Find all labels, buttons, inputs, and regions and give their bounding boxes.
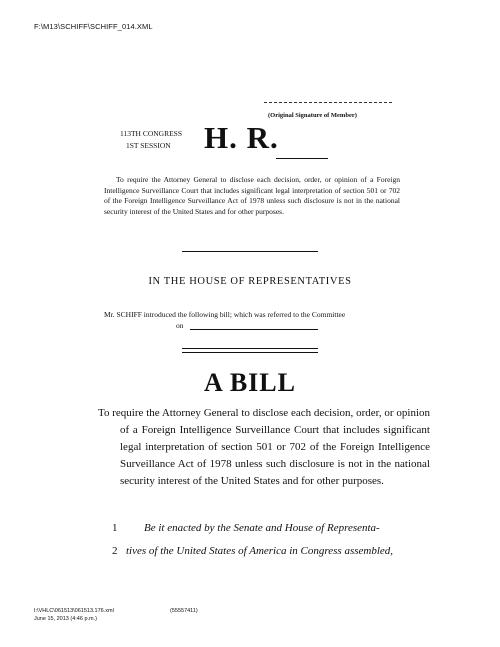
introduction-line-2: on	[176, 320, 184, 330]
signature-line	[264, 102, 392, 103]
divider-rule	[182, 352, 318, 353]
bill-number-blank	[276, 158, 328, 159]
committee-blank	[190, 329, 318, 330]
bill-type: H. R.	[204, 120, 279, 155]
session-label: 1ST SESSION	[126, 141, 171, 150]
divider-rule	[182, 251, 318, 252]
introduction-line-1: Mr. SCHIFF introduced the following bill; which was referred to the Committee	[104, 310, 346, 319]
footer-date: June 15, 2013 (4:46 p.m.)	[34, 616, 97, 622]
file-id: F:\M13\SCHIFF\SCHIFF_014.XML	[34, 22, 153, 31]
enacting-clause-line-2: tives of the United States of America in Congress assembled,	[126, 545, 394, 557]
congress-label: 113TH CONGRESS	[120, 129, 183, 138]
introduction-text	[104, 310, 400, 331]
signature-label: (Original Signature of Member)	[268, 112, 357, 119]
bill-title: A BILL	[204, 368, 296, 397]
footer-path: I:\VHLC\061513\061513.176.xml	[34, 608, 114, 614]
footer-code: (55557411)	[170, 608, 198, 614]
purpose-text: To require the Attorney General to disclose each decision, order, or opinion of a Foreign Intelligence Surveillance Court that includes significant legal interpretation of section 501 or 702 of the Foreign Intelligence Surveillance Act of 1978 unless such disclosure is not in the national security interest of the United States and for other purposes.	[104, 175, 400, 216]
divider-rule	[182, 348, 318, 349]
line-number: 1	[112, 522, 118, 534]
enacting-clause-line-1: Be it enacted by the Senate and House of Representa-	[144, 522, 380, 534]
house-heading: IN THE HOUSE OF REPRESENTATIVES	[148, 276, 352, 287]
long-title: To require the Attorney General to disclose each decision, order, or opinion of a Foreign Intelligence Surveillance Court that includes significant legal interpretation of section 501 or 702 of the Foreign Intelligence Surveillance Act of 1978 unless such disclosure is not in the national security interest of the United States and for other purposes.	[98, 407, 430, 487]
line-number: 2	[112, 545, 118, 557]
